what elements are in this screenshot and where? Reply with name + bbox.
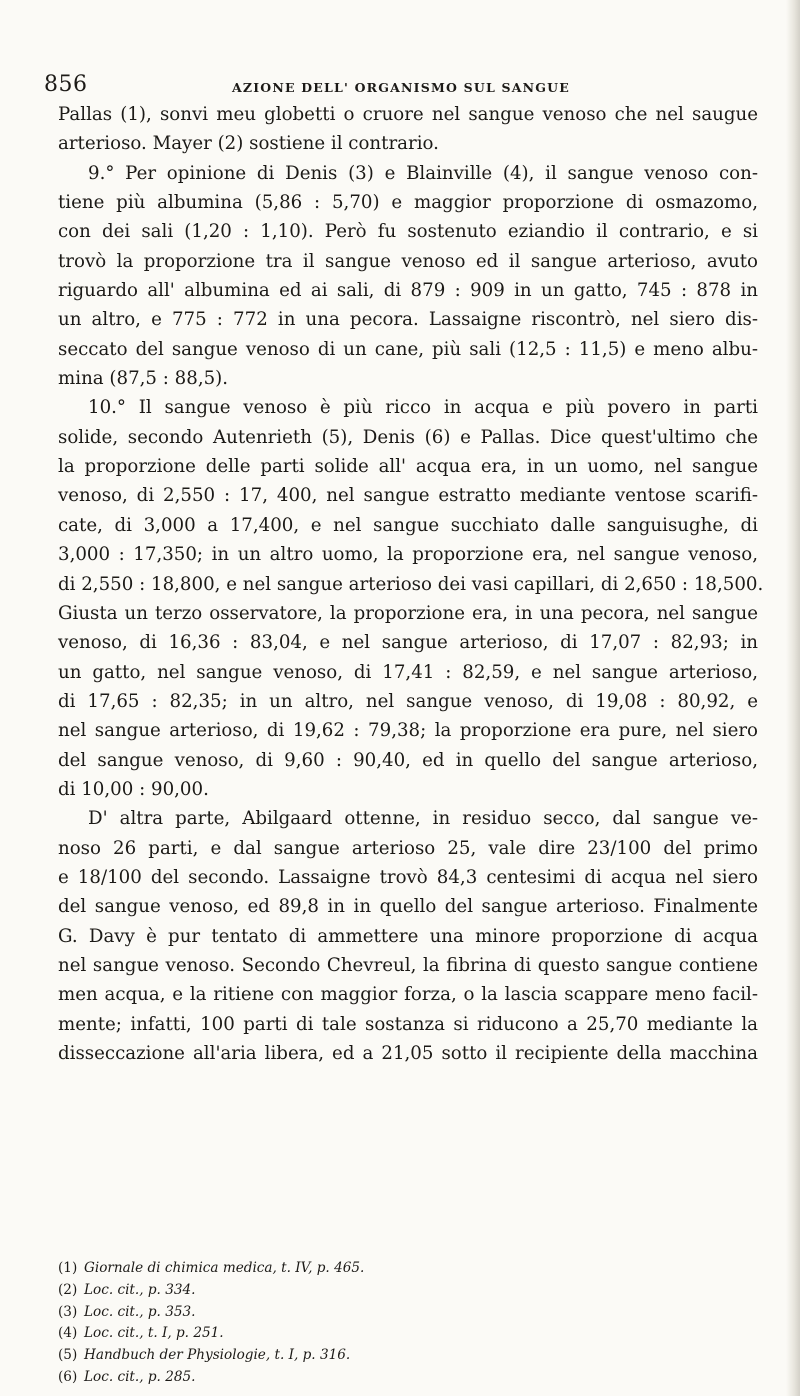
text-line: la proporzione delle parti solide all' acqua era, in un uomo, nel sangue — [58, 456, 758, 478]
text-line: G. Davy è pur tentato di ammettere una minore proporzione di acqua — [58, 925, 758, 947]
text-line: Giusta un terzo osservatore, la proporzione era, in una pecora, nel sangue — [58, 602, 758, 624]
text-line: disseccazione all'aria libera, ed a 21,05 sotto il recipiente della macchina — [58, 1043, 758, 1064]
text-line: 10.° Il sangue venoso è più ricco in acqua e più povero in parti — [88, 397, 758, 419]
footnote-mark: (6) — [58, 1368, 78, 1385]
text-line: Pallas (1), sonvi meu globetti o cruore nel sangue venoso che nel saugue — [58, 104, 758, 125]
footnote-mark: (5) — [58, 1347, 78, 1364]
text-line: tiene più albumina (5,86 : 5,70) e maggior proporzione di osmazomo, — [58, 192, 758, 214]
footnote-reference: Giornale di chimica medica, t. IV, p. 465. — [84, 1260, 365, 1276]
text-line: 3,000 : 17,350; in un altro uomo, la proporzione era, nel sangue venoso, — [58, 544, 758, 566]
text-line: e 18/100 del secondo. Lassaigne trovò 84,3 centesimi di acqua nel siero — [58, 866, 758, 888]
footnote-mark: (2) — [58, 1281, 78, 1298]
page-header — [44, 72, 744, 102]
text-line: del sangue venoso, di 9,60 : 90,40, ed in quello del sangue arterioso, — [58, 749, 758, 771]
text-line: con dei sali (1,20 : 1,10). Però fu sostenuto eziandio il contrario, e si — [58, 221, 758, 243]
text-line: D' altra parte, Abilgaard ottenne, in residuo secco, dal sangue ve- — [88, 808, 758, 830]
footnote-reference: Loc. cit., p. 285. — [84, 1368, 196, 1385]
text-line: un altro, e 775 : 772 in una pecora. Lassaigne riscontrò, nel siero dis- — [58, 309, 758, 331]
footnote-mark: (1) — [58, 1260, 78, 1276]
footnote-reference: Loc. cit., p. 334. — [84, 1281, 196, 1298]
text-line: riguardo all' albumina ed ai sali, di 879 : 909 in un gatto, 745 : 878 in — [58, 280, 758, 302]
text-line: noso 26 parti, e dal sangue arterioso 25, vale dire 23/100 del primo — [58, 837, 758, 859]
text-line: di 2,550 : 18,800, e nel sangue arterioso dei vasi capillari, di 2,650 : 18,500. — [58, 573, 764, 595]
footnote — [58, 1345, 758, 1367]
text-line: cate, di 3,000 a 17,400, e nel sangue succhiato dalle sanguisughe, di — [58, 514, 758, 536]
body-text — [58, 100, 764, 1068]
footnote — [58, 1302, 758, 1324]
running-head: AZIONE DELL' ORGANISMO SUL SANGUE — [232, 80, 570, 95]
footnote-reference: Handbuch der Physiologie, t. I, p. 316. — [84, 1347, 351, 1364]
text-line: 9.° Per opinione di Denis (3) e Blainville (4), il sangue venoso con- — [88, 162, 758, 184]
text-line: del sangue venoso, ed 89,8 in in quello del sangue arterioso. Finalmente — [58, 896, 758, 918]
text-line: venoso, di 2,550 : 17, 400, nel sangue estratto mediante ventose scarifi- — [58, 485, 758, 507]
footnote-reference: Loc. cit., p. 353. — [84, 1303, 196, 1320]
text-line: solide, secondo Autenrieth (5), Denis (6) e Pallas. Dice quest'ultimo che — [58, 426, 758, 448]
footnote — [58, 1258, 758, 1280]
page-number: 856 — [44, 72, 88, 97]
text-line: nel sangue venoso. Secondo Chevreul, la fibrina di questo sangue contiene — [58, 954, 758, 976]
footnote — [58, 1323, 758, 1345]
text-line: un gatto, nel sangue venoso, di 17,41 : 82,59, e nel sangue arterioso, — [58, 661, 758, 683]
text-line: venoso, di 16,36 : 83,04, e nel sangue arterioso, di 17,07 : 82,93; in — [58, 632, 758, 654]
text-line: di 17,65 : 82,35; in un altro, nel sangue venoso, di 19,08 : 80,92, e — [58, 690, 758, 712]
text-line: di 10,00 : 90,00. — [58, 778, 209, 800]
footnote-mark: (3) — [58, 1303, 78, 1320]
footnote — [58, 1367, 758, 1389]
footnotes — [58, 1258, 758, 1389]
text-line: nel sangue arterioso, di 19,62 : 79,38; la proporzione era pure, nel siero — [58, 720, 758, 742]
footnote-reference: Loc. cit., t. I, p. 251. — [84, 1325, 224, 1342]
text-line: mina (87,5 : 88,5). — [58, 368, 229, 390]
text-line: seccato del sangue venoso di un cane, più sali (12,5 : 11,5) e meno albu- — [58, 338, 758, 360]
text-line: trovò la proporzione tra il sangue venoso ed il sangue arterioso, avuto — [58, 250, 758, 272]
page-edge-shadow — [786, 0, 800, 1396]
text-line: arterioso. Mayer (2) sostiene il contrario. — [58, 133, 439, 155]
footnote-mark: (4) — [58, 1325, 78, 1342]
footnote — [58, 1280, 758, 1302]
text-line: men acqua, e la ritiene con maggior forza, o la lascia scappare meno facil- — [58, 984, 758, 1006]
text-line: mente; infatti, 100 parti di tale sostanza si riducono a 25,70 mediante la — [58, 1013, 758, 1035]
